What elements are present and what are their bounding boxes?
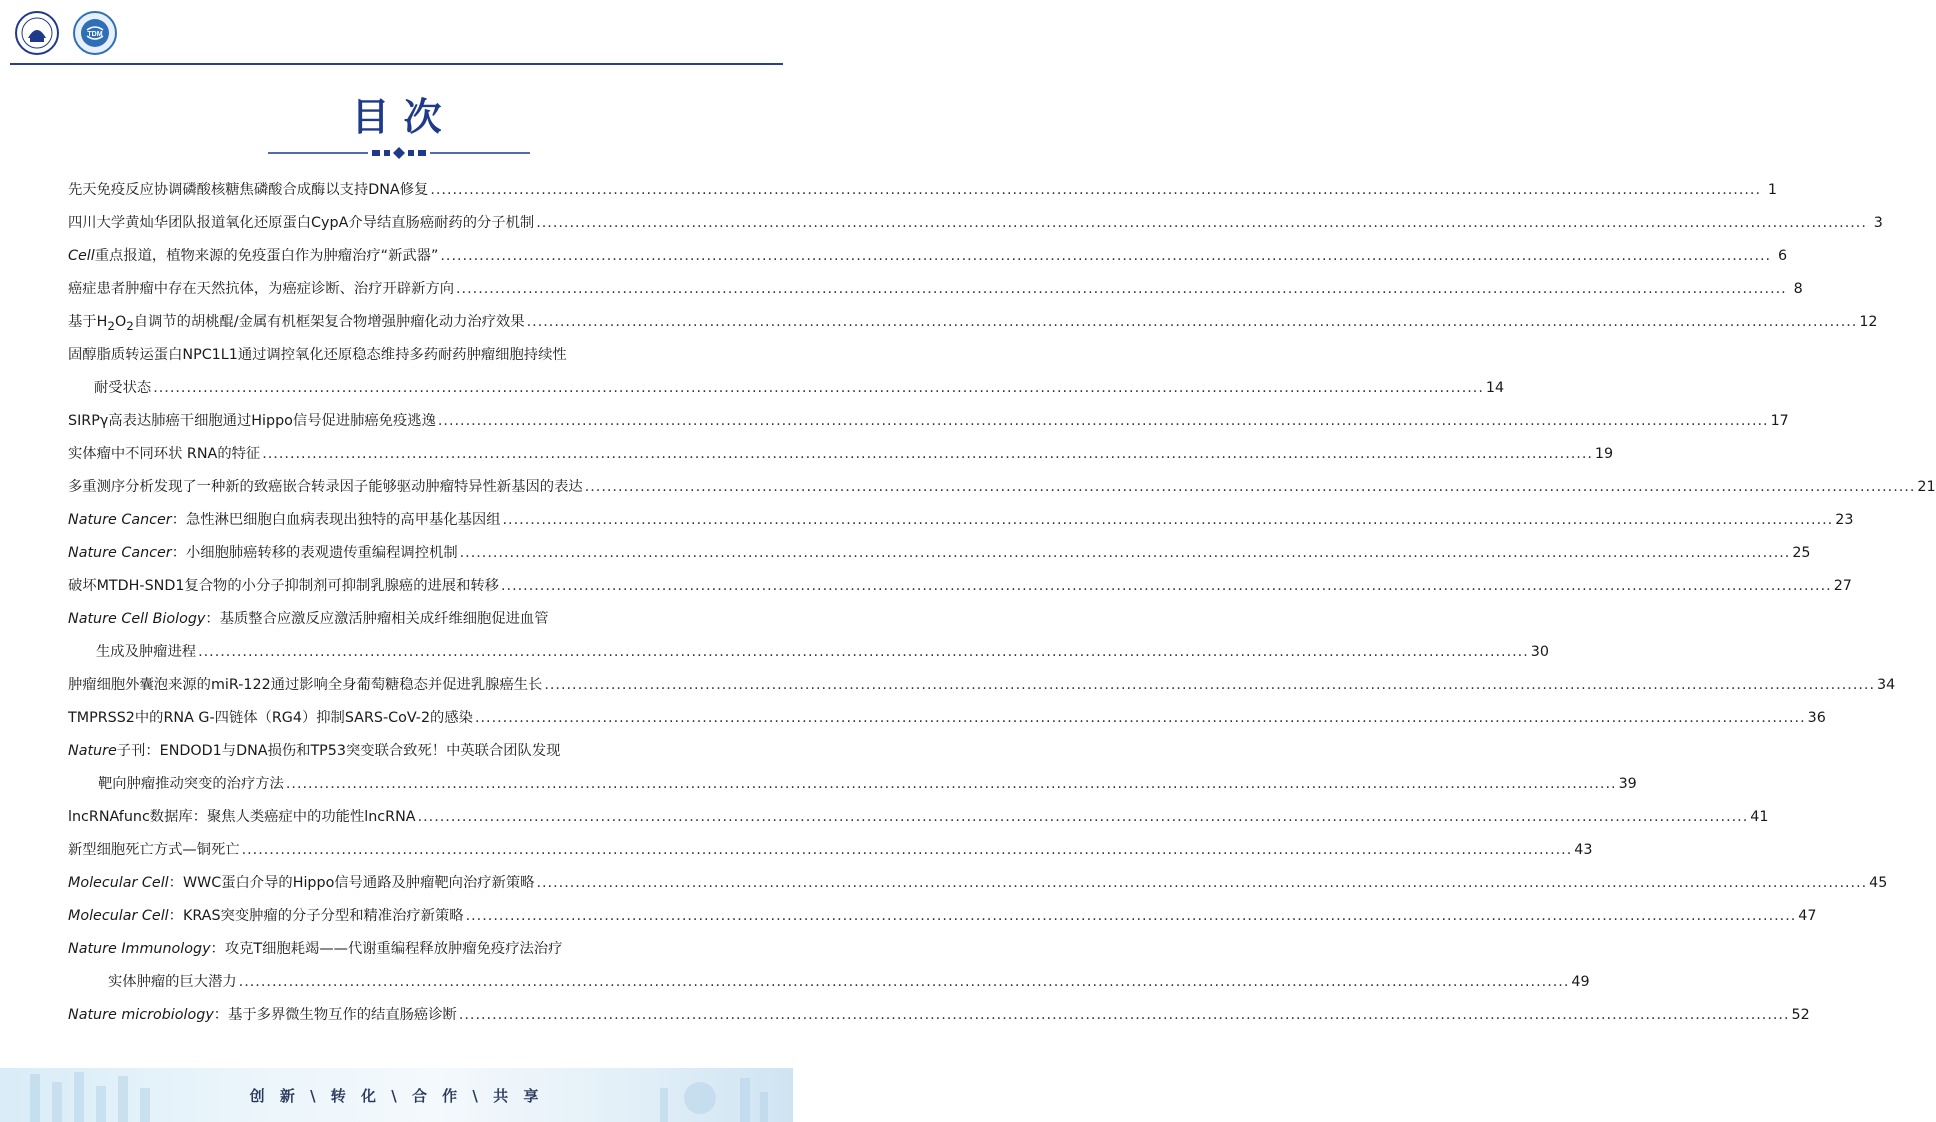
- toc-entry-title-text: 自调节的胡桃醌/金属有机框架复合物增强肿瘤化动力治疗效果: [133, 314, 525, 330]
- toc-entry-title-text: 四川大学黄灿华团队报道氧化还原蛋白CypA介导结直肠癌耐药的分子机制: [68, 215, 535, 231]
- toc-entry[interactable]: [68, 508, 1854, 541]
- toc-entry-title: [68, 442, 260, 466]
- toc-entry[interactable]: [68, 838, 1593, 871]
- toc-entry-journal: Nature microbiology: [68, 1007, 214, 1023]
- toc-entry-title: [68, 805, 416, 829]
- toc-entry[interactable]: [68, 376, 1505, 409]
- toc-entry[interactable]: [68, 277, 1803, 310]
- toc-dot-leader: [456, 277, 1787, 301]
- toc-entry-title: [68, 178, 428, 202]
- toc-dot-leader: [501, 574, 1832, 598]
- toc-entry[interactable]: [68, 607, 724, 640]
- toc-entry-title: [68, 937, 562, 961]
- toc-dot-leader: [585, 475, 1916, 499]
- toc-entry-page: 43: [1574, 842, 1593, 858]
- toc-entry-title: [68, 277, 454, 301]
- toc-entry-journal: Nature: [68, 743, 117, 759]
- toc-entry[interactable]: [68, 673, 1896, 706]
- toc-entry-continuation: 靶向肿瘤推动突变的治疗方法: [98, 776, 284, 792]
- toc-entry-page: 41: [1750, 809, 1769, 825]
- toc-entry-title-text: 固醇脂质转运蛋白NPC1L1通过调控氧化还原稳态维持多药耐药肿瘤细胞持续性: [68, 347, 567, 363]
- toc-entry-title-text: 重点报道，植物来源的免疫蛋白作为肿瘤治疗“新武器”: [94, 248, 439, 264]
- toc-entry-title-text: ：攻克T细胞耗竭——代谢重编程释放肿瘤免疫疗法治疗: [210, 941, 563, 957]
- toc-dot-leader: [242, 838, 1573, 862]
- toc-entry-title: [68, 739, 560, 763]
- toc-entry-title-text: 癌症患者肿瘤中存在天然抗体，为癌症诊断、治疗开辟新方向: [68, 281, 455, 297]
- toc-entry-title: [68, 409, 436, 433]
- toc-entry-title-text: ：KRAS突变肿瘤的分子分型和精准治疗新策略: [168, 908, 464, 924]
- toc-entry[interactable]: [68, 475, 1936, 508]
- toc-entry-page: 17: [1770, 413, 1789, 429]
- toc-dot-leader: [153, 376, 1484, 400]
- toc-entry-page: 36: [1807, 710, 1826, 726]
- toc-dot-leader: [459, 1003, 1790, 1027]
- toc-dot-leader: [262, 442, 1593, 466]
- toc-entry-journal: Cell: [68, 248, 95, 264]
- toc-entry-title-text: ：小细胞肺癌转移的表观遗传重编程调控机制: [171, 545, 458, 561]
- toc-entry-page: 34: [1877, 677, 1896, 693]
- toc-entry-subscript: 2: [126, 318, 134, 333]
- toc-entry-title-text: 肿瘤细胞外囊泡来源的miR-122通过影响全身葡萄糖稳态并促进乳腺癌生长: [68, 677, 543, 693]
- toc-entry[interactable]: [68, 937, 724, 970]
- toc-entry-title: [68, 904, 464, 928]
- toc-entry-title: [68, 871, 534, 895]
- toc-entry-page: 14: [1485, 380, 1505, 396]
- header-rule: [10, 63, 783, 65]
- toc-dot-leader: [544, 673, 1875, 697]
- toc-entry-title: [68, 475, 583, 499]
- toc-entry[interactable]: [68, 541, 1811, 574]
- toc-entry-page: 27: [1833, 578, 1852, 594]
- toc-entry-title-text: O: [114, 314, 127, 330]
- toc-entry-page: 30: [1530, 644, 1549, 660]
- toc-entry[interactable]: [68, 772, 1637, 805]
- toc-dot-leader: [503, 508, 1834, 532]
- toc-entry[interactable]: [68, 904, 1817, 937]
- toc-dot-leader: [466, 904, 1797, 928]
- toc-entry-title: [68, 706, 473, 730]
- toc-dot-leader: [438, 409, 1769, 433]
- toc-entry-page: 3: [1873, 215, 1883, 231]
- toc-entry-continuation: 实体肿瘤的巨大潜力: [108, 974, 237, 990]
- toc-entry[interactable]: [68, 739, 724, 772]
- toc-entry-page: 1: [1767, 182, 1778, 198]
- toc-entry[interactable]: [68, 178, 1778, 211]
- toc-entry-title-text: ：WWC蛋白介导的Hippo信号通路及肿瘤靶向治疗新策略: [168, 875, 535, 891]
- toc-dot-leader: [440, 244, 1771, 268]
- toc-entry-page: 25: [1792, 545, 1811, 561]
- toc-entry-title: [68, 673, 542, 697]
- toc-entry-title: [68, 343, 567, 367]
- toc-entry-title: [68, 541, 458, 565]
- toc-entry-page: 8: [1793, 281, 1803, 297]
- toc-entry-title-text: 子刊：ENDOD1与DNA损伤和TP53突变联合致死！中英联合团队发现: [116, 743, 561, 759]
- toc-entry-journal: Nature Immunology: [68, 941, 211, 957]
- title-ornament-divider: [268, 145, 530, 161]
- toc-entry-title-text: SIRPγ高表达肺癌干细胞通过Hippo信号促进肺癌免疫逃逸: [68, 413, 436, 429]
- toc-entry-title-text: 多重测序分析发现了一种新的致癌嵌合转录因子能够驱动肿瘤特异性新基因的表达: [68, 479, 583, 495]
- toc-entry-title: [68, 607, 549, 631]
- page-header: [0, 0, 793, 70]
- toc-dot-leader: [286, 772, 1617, 796]
- toc-entry[interactable]: [68, 871, 1888, 904]
- toc-entry[interactable]: [68, 805, 1769, 838]
- toc-dot-leader: [536, 871, 1867, 895]
- toc-entry[interactable]: [68, 409, 1789, 442]
- toc-entry[interactable]: [68, 640, 1549, 673]
- toc-entry-title: [68, 310, 525, 338]
- toc-entry-title-text: ：基于多界微生物互作的结直肠癌诊断: [213, 1007, 457, 1023]
- toc-dot-leader: [536, 211, 1867, 235]
- toc-entry-page: 45: [1869, 875, 1888, 891]
- toc-entry-title-text: lncRNAfunc数据库：聚焦人类癌症中的功能性lncRNA: [68, 809, 416, 825]
- toc-entry-page: 21: [1917, 479, 1936, 495]
- toc-entry-page: 19: [1594, 446, 1614, 462]
- toc-entry-title-text: 基于H: [68, 314, 108, 330]
- toc-entry[interactable]: [68, 574, 1852, 607]
- toc-entry-continuation: 耐受状态: [94, 380, 152, 396]
- institution-logo-icon: [14, 10, 60, 56]
- toc-entry-page: 47: [1798, 908, 1817, 924]
- toc-entry[interactable]: [68, 1003, 1810, 1036]
- toc-entry-title: [68, 244, 438, 268]
- toc-entry-title: [68, 1003, 457, 1027]
- tdm-logo-icon: [72, 10, 118, 56]
- toc-entry-title: [68, 211, 534, 235]
- toc-dot-leader: [527, 310, 1858, 334]
- toc-dot-leader: [475, 706, 1806, 730]
- toc-entry-title: [68, 838, 240, 862]
- toc-entry-page: 6: [1777, 248, 1788, 264]
- toc-entry-title-text: 破坏MTDH-SND1复合物的小分子抑制剂可抑制乳腺癌的进展和转移: [68, 578, 499, 594]
- toc-entry[interactable]: [68, 343, 724, 376]
- toc-entry-title: [68, 574, 499, 598]
- toc-entry-title: [68, 508, 501, 532]
- toc-entry-title-text: ：基质整合应激反应激活肿瘤相关成纤维细胞促进血管: [205, 611, 549, 627]
- toc-entry[interactable]: [68, 706, 1826, 739]
- toc-entry-page: 12: [1859, 314, 1878, 330]
- toc-dot-leader: [418, 805, 1749, 829]
- toc-entry[interactable]: [68, 244, 1788, 277]
- toc-entry-page: 39: [1618, 776, 1637, 792]
- toc-dot-leader: [198, 640, 1529, 664]
- toc-entry-journal: Nature Cancer: [68, 545, 172, 561]
- toc-entry-journal: Nature Cancer: [68, 512, 172, 528]
- toc-entry-journal: Nature Cell Biology: [68, 611, 206, 627]
- toc-entry-journal: Molecular Cell: [68, 875, 169, 891]
- toc-entry-continuation: 生成及肿瘤进程: [96, 644, 197, 660]
- toc-entry[interactable]: [68, 211, 1883, 244]
- toc-entry-page: 52: [1791, 1007, 1810, 1023]
- toc-entry-title-text: TMPRSS2中的RNA G-四链体（RG4）抑制SARS-CoV-2的感染: [68, 710, 473, 726]
- toc-dot-leader: [430, 178, 1761, 202]
- toc-entry-title-text: 先天免疫反应协调磷酸核糖焦磷酸合成酶以支持DNA修复: [68, 182, 429, 198]
- toc-entry[interactable]: [68, 310, 1878, 343]
- toc-dot-leader: [239, 970, 1570, 994]
- toc-entry-title-text: 实体瘤中不同环状 RNA的特征: [68, 446, 261, 462]
- toc-entry[interactable]: [68, 970, 1590, 1003]
- toc-entry-title-text: ：急性淋巴细胞白血病表现出独特的高甲基化基因组: [171, 512, 501, 528]
- svg-text:TDM: TDM: [87, 31, 103, 38]
- toc-dot-leader: [460, 541, 1791, 565]
- page-title: 目次: [351, 94, 456, 139]
- footer-slogan: 创 新 \ 转 化 \ 合 作 \ 共 享: [249, 1087, 544, 1105]
- table-of-contents: [68, 178, 1936, 1036]
- toc-entry-title-text: 新型细胞死亡方式—铜死亡: [68, 842, 240, 858]
- toc-entry-page: 49: [1571, 974, 1590, 990]
- toc-entry[interactable]: [68, 442, 1614, 475]
- toc-entry-page: 23: [1835, 512, 1854, 528]
- toc-entry-subscript: 2: [107, 318, 115, 333]
- toc-entry-journal: Molecular Cell: [68, 908, 169, 924]
